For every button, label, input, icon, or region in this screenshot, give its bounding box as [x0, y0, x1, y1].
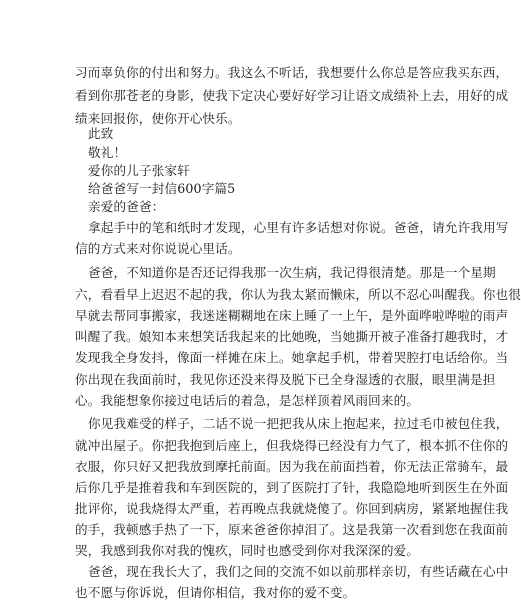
greeting-line: 亲爱的爸爸： [88, 199, 165, 214]
text-line: 爸爸，不知道你是否还记得我那一次生病，我记得很清楚。那是一个星期 [88, 265, 496, 280]
text-line: 后你几乎是推着我和车到医院的，到了医院打了针，我隐隐地听到医生在外面 [75, 480, 509, 495]
text-line: 拿起手中的笔和纸时才发现，心里有许多话想对你说。爸爸，请允许我用写 [88, 220, 509, 235]
text-line: 你出现在我面前时，我见你还没来得及脱下已全身湿透的衣服，眼里满是担 [75, 372, 496, 387]
text-line: 哭，我感到我你对我的愧疚，同时也感受到你对我深深的爱。 [75, 543, 420, 558]
text-line: 也不愿与你诉说，但请你相信，我对你的爱不变。 [75, 585, 356, 600]
text-line: 爸爸，现在我长大了，我们之间的交流不如以前那样亲切，有些话藏在心中 [88, 564, 509, 579]
text-line: 就冲出屋子。你把我抱到后座上，但我烧得已经没有力气了，根本抓不住你的 [75, 438, 509, 453]
text-line: 习而辜负你的付出和努力。我这么不听话，我想要什么你总是答应我买东西， [75, 65, 509, 80]
text-line: 绩来回报你，使你开心快乐。 [75, 111, 241, 126]
text-line: 衣服，你只好又把我放到摩托前面。因为我在前面挡着，你无法正常骑车，最 [75, 459, 509, 474]
text-line: 早就去帮同事搬家，我迷迷糊糊地在床上睡了一上午，是外面哗啦哗啦的雨声 [75, 308, 509, 323]
text-line: 发现我全身发抖，像面一样摊在床上。她拿起手机，带着哭腔打电话给你。当 [75, 350, 509, 365]
text-line: 你见我难受的样子，二话不说一把把我从床上抱起来，拉过毛巾被包住我， [88, 416, 509, 431]
text-line: 批评你，说我烧得太严重，若再晚点我就烧傻了。你回到病房，紧紧地握住我 [75, 501, 509, 516]
text-line: 看到你那苍老的身影，使我下定决心要好好学习让语文成绩补上去，用好的成 [75, 88, 509, 103]
text-line: 叫醒了我。娘知本来想笑话我起来的比她晚，当她撕开被子准备打趣我时，才 [75, 329, 509, 344]
text-line: 信的方式来对你说说心里话。 [75, 241, 241, 256]
closing-salutation: 此致 [88, 126, 114, 141]
signature-line: 爱你的儿子张家轩 [88, 163, 190, 178]
text-line: 的手，我顿感手热了一下，原来爸爸你掉泪了。这是我第一次看到您在我面前 [75, 522, 509, 537]
text-line: 六，看看早上迟迟不起的我，你认为我太紧而懒床，所以不忍心叫醒我。你也很 [75, 287, 521, 302]
closing-salutation: 敬礼！ [88, 145, 127, 160]
section-title: 给爸爸写一封信600字篇5 [88, 181, 236, 196]
text-line: 心。我能想象你接过电话后的着急，是怎样顶着风雨回来的。 [75, 393, 420, 408]
